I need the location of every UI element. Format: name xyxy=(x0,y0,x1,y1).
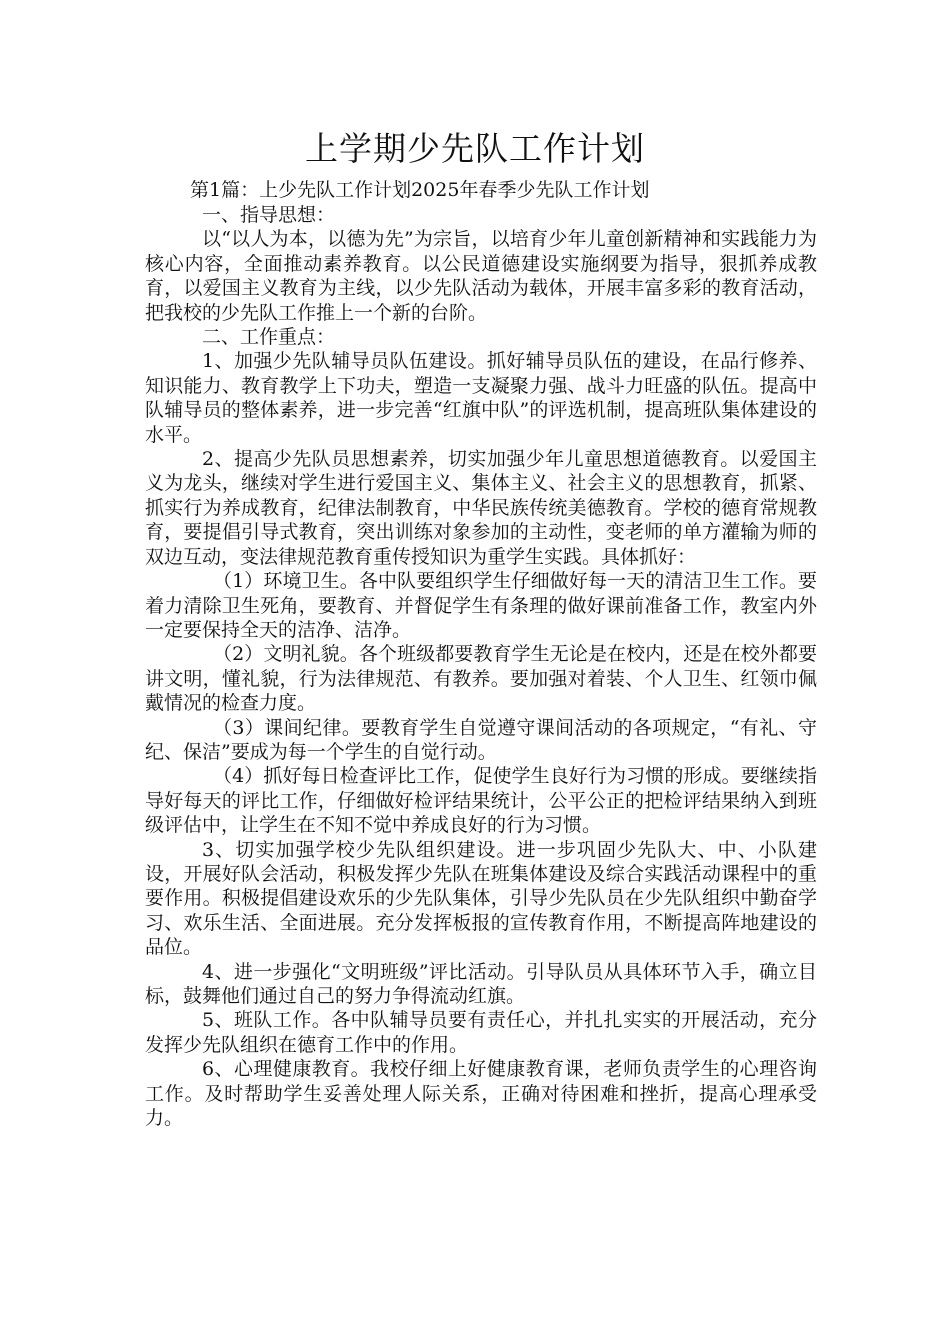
document-subtitle: 第1篇：上少先队工作计划2025年春季少先队工作计划 xyxy=(190,179,650,201)
paragraph-item-2: 2、提高少先队员思想素养，切实加强少年儿童思想道德教育。以爱国主义为龙头，继续对学生进行爱国主义、集体主义、社会主义的思想教育，抓紧、抓实行为养成教育，纪律法制教育，中华民族传统美德教育。学校的德育常规教育，要提倡引导式教育，突出训练对象参加的主动性，变老师的单方灌输为师的双边互动，变法律规范教育重传授知识为重学生实践。具体抓好： xyxy=(145,448,817,568)
document-title: 上学期少先队工作计划 xyxy=(305,129,645,168)
paragraph-subitem-1: （1）环境卫生。各中队要组织学生仔细做好每一天的清洁卫生工作。要着力清除卫生死角，要教育、并督促学生有条理的做好课前准备工作，教室内外一定要保持全天的洁净、洁净。 xyxy=(145,570,817,641)
section-heading-work-focus: 二、工作重点： xyxy=(202,326,336,349)
document-body xyxy=(145,203,817,1130)
paragraph-subitem-3: （3）课间纪律。要教育学生自觉遵守课间活动的各项规定，“有礼、守纪、保洁”要成为每一个学生的自觉行动。 xyxy=(145,716,817,763)
paragraph-guiding-thought: 以“以人为本，以德为先”为宗旨，以培育少年儿童创新精神和实践能力为核心内容，全面推动素养教育。以公民道德建设实施纲要为指导，狠抓养成教育，以爱国主义教育为主线，以少先队活动为载体，开展丰富多彩的教育活动，把我校的少先队工作推上一个新的台阶。 xyxy=(145,228,817,324)
section-heading-guiding-thought: 一、指导思想： xyxy=(202,204,336,226)
paragraph-item-1: 1、加强少先队辅导员队伍建设。抓好辅导员队伍的建设，在品行修养、知识能力、教育教学上下功夫，塑造一支凝聚力强、战斗力旺盛的队伍。提高中队辅导员的整体素养，进一步完善“红旗中队”的评选机制，提高班队集体建设的水平。 xyxy=(145,350,817,446)
paragraph-subitem-4: （4）抓好每日检查评比工作，促使学生良好行为习惯的形成。要继续指导好每天的评比工作，仔细做好检评结果统计，公平公正的把检评结果纳入到班级评估中，让学生在不知不觉中养成良好的行为习惯。 xyxy=(145,765,817,837)
paragraph-item-6: 6、心理健康教育。我校仔细上好健康教育课，老师负责学生的心理咨询工作。及时帮助学生妥善处理人际关系，正确对待困难和挫折，提高心理承受力。 xyxy=(145,1058,817,1130)
paragraph-item-3: 3、切实加强学校少先队组织建设。进一步巩固少先队大、中、小队建设，开展好队会活动，积极发挥少先队在班集体建设及综合实践活动课程中的重要作用。积极提倡建设欢乐的少先队集体，引导少先队员在少先队组织中勤奋学习、欢乐生活、全面进展。充分发挥板报的宣传教育作用，不断提高阵地建设的品位。 xyxy=(145,838,817,959)
paragraph-subitem-2: （2）文明礼貌。各个班级都要教育学生无论是在校内，还是在校外都要讲文明，懂礼貌，行为法律规范、有教养。要加强对着装、个人卫生、红领巾佩戴情况的检查力度。 xyxy=(145,643,817,715)
paragraph-item-4: 4、进一步强化“文明班级”评比活动。引导队员从具体环节入手，确立目标，鼓舞他们通过自己的努力争得流动红旗。 xyxy=(145,960,817,1007)
paragraph-item-5: 5、班队工作。各中队辅导员要有责任心，并扎扎实实的开展活动，充分发挥少先队组织在德育工作中的作用。 xyxy=(145,1009,817,1056)
